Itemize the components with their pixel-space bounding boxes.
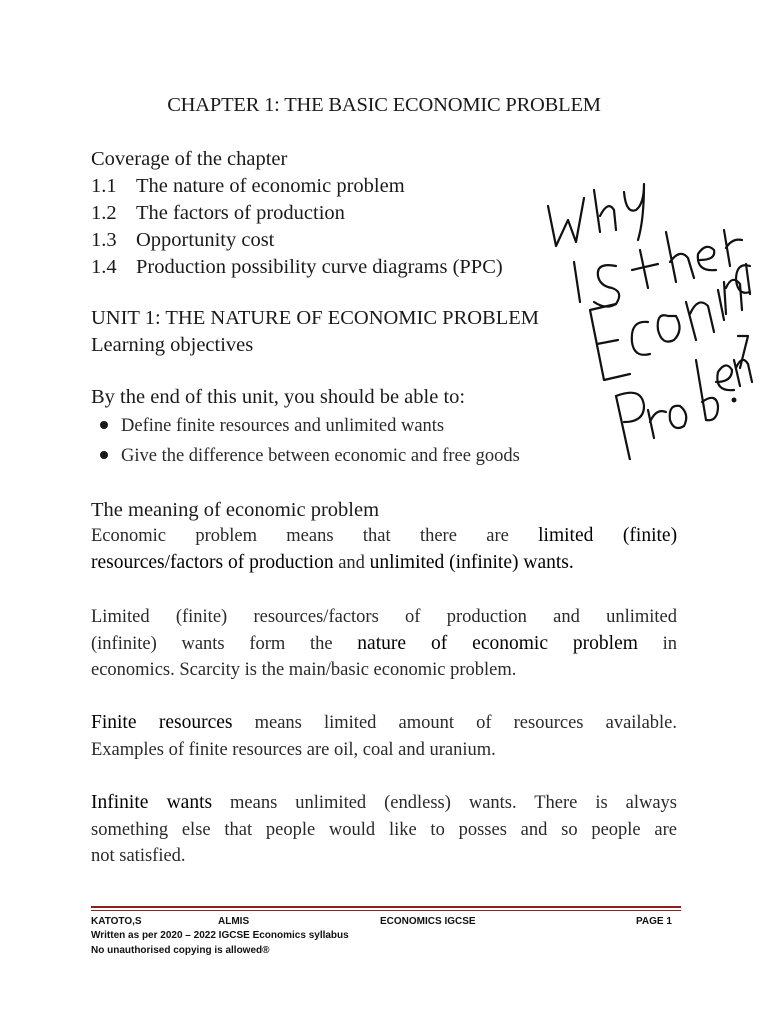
coverage-item <box>91 256 503 279</box>
objective-text: Give the difference between economic and free goods <box>121 446 520 466</box>
word: are <box>486 526 509 546</box>
paragraph-line: Limited (finite) resources/factors of production and unlimited <box>91 607 677 627</box>
handwritten-annotation <box>520 170 755 460</box>
bold-term: Infinite wants <box>91 792 213 813</box>
word: means <box>286 526 334 546</box>
paragraph-line: Finite resources means limited amount of resources available. <box>91 712 678 733</box>
word: that <box>362 526 391 546</box>
footer-copyright-note: No unauthorised copying is allowed® <box>91 945 270 956</box>
coverage-item <box>91 229 274 252</box>
coverage-item <box>91 175 405 198</box>
unit-intro: By the end of this unit, you should be able to: <box>91 386 466 408</box>
objective-text: Define finite resources and unlimited wants <box>121 416 445 436</box>
bullet-icon <box>100 451 108 459</box>
meaning-paragraph <box>91 523 677 576</box>
bold-term: Finite resources <box>91 712 233 733</box>
objective-item <box>100 446 520 467</box>
word: problem <box>195 526 257 546</box>
unit-subheading: Learning objectives <box>91 334 254 356</box>
coverage-item-number: 1.1 <box>91 175 117 197</box>
paragraph-line: Examples of finite resources are oil, coal and uranium. <box>91 739 496 760</box>
conjunction: and <box>338 552 365 573</box>
coverage-item-text: The nature of economic problem <box>136 175 405 197</box>
footer-syllabus-note: Written as per 2020 – 2022 IGCSE Economics syllabus <box>91 930 349 941</box>
coverage-item-text: The factors of production <box>136 202 345 224</box>
word: there <box>419 526 457 546</box>
bold-term: limited (finite) <box>538 525 678 546</box>
paragraph-line: something else that people would like to posses and so people are <box>91 819 677 840</box>
word: Economic <box>91 526 167 546</box>
coverage-item-text: Production possibility curve diagrams (PPC) <box>136 256 503 278</box>
bullet-icon <box>100 421 108 429</box>
coverage-item-number: 1.3 <box>91 229 117 251</box>
footer-author: KATOTO,S <box>91 916 142 927</box>
footer-school: ALMIS <box>218 916 250 927</box>
coverage-heading: Coverage of the chapter <box>91 148 288 170</box>
infinite-paragraph <box>91 790 677 870</box>
coverage-item-text: Opportunity cost <box>136 229 275 251</box>
paragraph-line: Infinite wants means unlimited (endless) wants. There is always <box>91 792 677 813</box>
footer-page-number: PAGE 1 <box>636 916 672 927</box>
footer-divider <box>91 906 681 908</box>
finite-paragraph <box>91 710 677 763</box>
paragraph-line: not satisfied. <box>91 846 186 866</box>
unit-heading: UNIT 1: THE NATURE OF ECONOMIC PROBLEM <box>91 307 539 329</box>
coverage-item-number: 1.2 <box>91 202 117 224</box>
footer-subject: ECONOMICS IGCSE <box>380 916 476 927</box>
coverage-item-number: 1.4 <box>91 256 117 278</box>
footer-divider <box>91 910 681 911</box>
bold-term: unlimited (infinite) wants. <box>369 551 574 573</box>
meaning-heading: The meaning of economic problem <box>91 499 380 521</box>
nature-paragraph <box>91 604 677 684</box>
paragraph-line: (infinite) wants form the nature of economic problem in <box>91 632 677 654</box>
chapter-title: CHAPTER 1: THE BASIC ECONOMIC PROBLEM <box>167 94 601 116</box>
bold-term: resources/factors of production <box>91 551 334 573</box>
paragraph-line: economics. Scarcity is the main/basic economic problem. <box>91 660 517 680</box>
bold-term: nature of economic problem <box>357 632 638 654</box>
coverage-item <box>91 202 345 225</box>
objective-item <box>100 416 444 437</box>
